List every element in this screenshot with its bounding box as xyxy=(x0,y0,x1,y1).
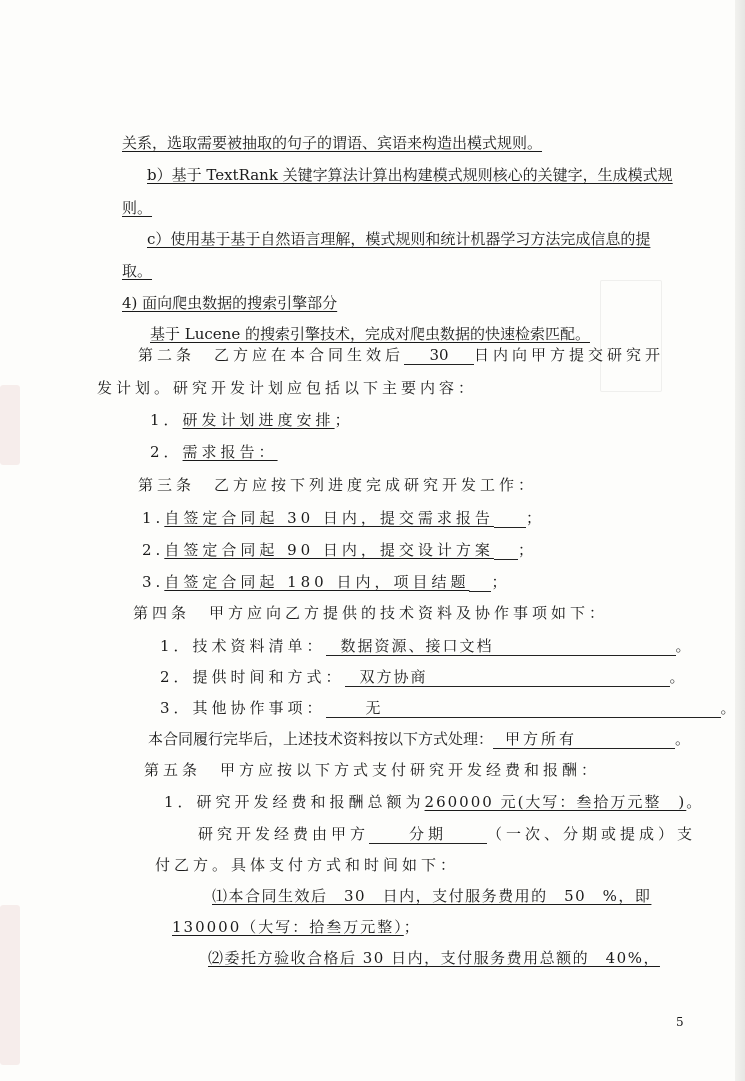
article-5-total-amount: 260000 元(大写：叁拾万元整 ) xyxy=(424,793,687,811)
seal-trace-bottom xyxy=(0,905,20,1065)
article-3-title: 第三条 乙方应按下列进度完成研究开发工作： xyxy=(138,476,538,494)
article-2-item-2: 2．需求报告： xyxy=(150,443,278,461)
article-4-item-1-value: 数据资源、接口文档 xyxy=(326,637,676,656)
article-4-item-3: 3．其他协作事项： 无 。 xyxy=(160,699,740,717)
seal-trace-top xyxy=(0,385,20,465)
text-line: 基于 Lucene 的搜索引擎技术，完成对爬虫数据的快速检索匹配。 xyxy=(150,325,590,343)
article-5-payment-continued: 付乙方。具体支付方式和时间如下： xyxy=(155,856,460,874)
text-line: b）基于 TextRank 关键字算法计算出构建模式规则核心的关键字，生成模式规 xyxy=(147,166,673,184)
article-4-after: 本合同履行完毕后，上述技术资料按以下方式处理： 甲方所有 。 xyxy=(148,730,691,748)
section-heading: 4) 面向爬虫数据的搜索引擎部分 xyxy=(122,294,338,312)
article-2-line xyxy=(138,345,664,365)
article-2-item-1: 1．研发计划进度安排； xyxy=(150,411,354,429)
article-3-item-2-text: 自签定合同起 90 日内，提交设计方案 xyxy=(164,541,494,559)
article-5-title: 第五条 甲方应按以下方式支付研究开发经费和报酬： xyxy=(144,761,601,779)
article-4-item-2-value: 双方协商 xyxy=(345,668,670,687)
article-5-payment-method: 分期 xyxy=(369,825,487,844)
article-4-item-1: 1．技术资料清单： 数据资源、接口文档 。 xyxy=(160,637,695,655)
article-5-payment-line: 研究开发经费由甲方 分期 （一次、分期或提成）支 xyxy=(198,825,697,843)
article-2-item-1-text: 研发计划进度安排 xyxy=(182,411,335,429)
text-line: 取。 xyxy=(122,262,153,280)
article-4-after-value: 甲方所有 xyxy=(493,730,675,749)
text-line: 则。 xyxy=(122,199,153,217)
text-line: 关系，选取需要被抽取的句子的谓语、宾语来构造出模式规则。 xyxy=(122,134,543,152)
article-3-item-1: 1.自签定合同起 30 日内，提交需求报告 ； xyxy=(142,509,545,527)
article-2-continued: 发计划。研究开发计划应包括以下主要内容： xyxy=(97,379,478,397)
article-2-prefix: 第二条 乙方应在本合同生效后 xyxy=(138,346,405,364)
article-2-item-2-text: 需求报告： xyxy=(182,443,278,461)
article-2-days: 30 xyxy=(404,346,474,365)
article-4-item-3-value: 无 xyxy=(326,699,721,718)
scan-edge xyxy=(735,0,745,1081)
article-3-item-1-blank xyxy=(494,527,526,528)
scan-smudge xyxy=(600,280,662,392)
article-5-installment-1: ⑴本合同生效后 30 日内，支付服务费用的 50 %，即 xyxy=(212,887,652,905)
article-3-item-2-blank xyxy=(494,559,518,560)
article-5-installment-1-amount: 130000（大写：拾叁万元整）； xyxy=(172,918,421,936)
article-4-title: 第四条 甲方应向乙方提供的技术资料及协作事项如下： xyxy=(133,604,609,622)
article-3-item-2: 2.自签定合同起 90 日内，提交设计方案 ； xyxy=(142,541,537,559)
page-number: 5 xyxy=(676,1015,684,1029)
article-3-item-3-text: 自签定合同起 180 日内，项目结题 xyxy=(164,573,470,591)
article-3-item-3-blank xyxy=(469,591,491,592)
article-2-suffix: 日内向甲方提交研究开 xyxy=(474,346,665,364)
article-5-item-1: 1．研究开发经费和报酬总额为260000 元(大写：叁拾万元整 )。 xyxy=(164,793,706,811)
article-5-installment-2: ⑵委托方验收合格后 30 日内，支付服务费用总额的 40%， xyxy=(208,949,660,967)
article-3-item-1-text: 自签定合同起 30 日内，提交需求报告 xyxy=(164,509,494,527)
article-4-item-2: 2．提供时间和方式： 双方协商 。 xyxy=(160,668,689,686)
article-3-item-3: 3.自签定合同起 180 日内，项目结题 ； xyxy=(142,573,511,591)
text-line: c）使用基于基于自然语言理解，模式规则和统计机器学习方法完成信息的提 xyxy=(147,230,651,248)
